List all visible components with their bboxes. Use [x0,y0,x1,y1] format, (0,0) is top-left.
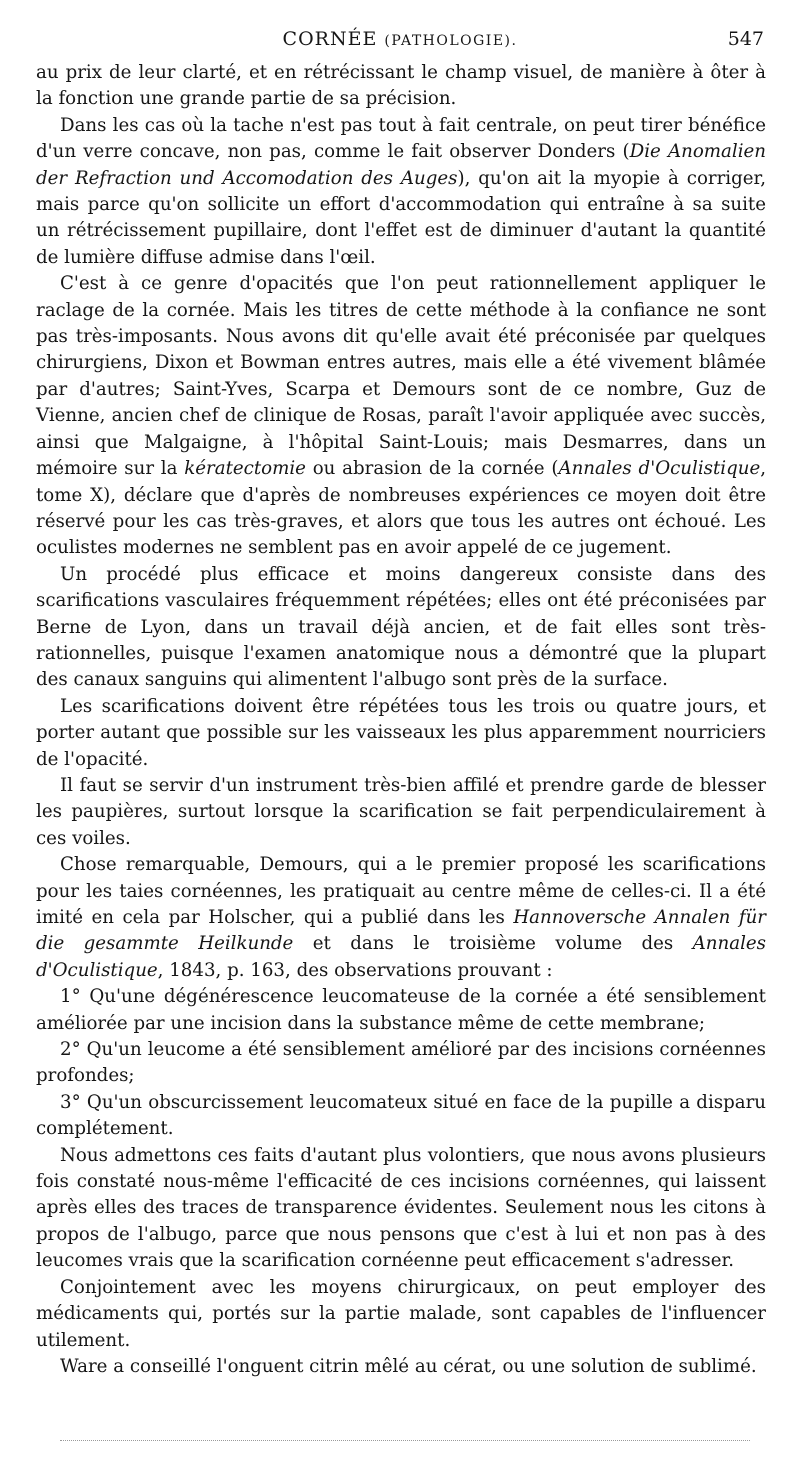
italic-citation: Die Anomalien der Refraction und Accomodation des Auges [36,141,766,189]
list-item [36,1090,766,1143]
text-run: 3° Qu'un obscurcissement leucomateux situé en face de la pupille a disparu complétement. [36,1091,766,1140]
text-run: Ware a conseillé l'onguent citrin mêlé au cérat, ou une solution de sublimé. [60,1355,757,1377]
paragraph [36,852,766,984]
list-item [36,1037,766,1090]
text-run: Conjointement avec les moyens chirurgicaux, on peut employer des médicaments qui, portés sur la partie malade, sont capables de l'influencer utilement. [36,1276,766,1351]
page-number: 547 [727,28,764,50]
italic-citation: Hannoversche Annalen für die gesammte Heilkunde [36,907,766,955]
text-run: 2° Qu'un leucome a été sensiblement amélioré par des incisions cornéennes profondes; [36,1039,766,1087]
paragraph [36,562,766,694]
text-run: ou abrasion de la cornée ( [305,458,559,480]
text-run: , 1843, p. 163, des observations prouvant : [157,959,553,981]
text-run: et dans le troisième volume des [293,933,693,955]
running-subtitle: (PATHOLOGIE). [384,33,518,49]
paragraph [36,271,766,561]
text-run: Nous admettons ces faits d'autant plus volontiers, que nous avons plusieurs fois constaté nous-même l'efficacité de ces incisions cornéennes, qui laissent après elles des traces de transparence évidentes. Seulement nous les citons à propos de l'albugo, parce que nous pensons que c'est à lui et non pas à des leucomes vrais que la scarification cornéenne peut efficacement s'adresser. [36,1144,766,1272]
paragraph [36,773,766,852]
list-item [36,984,766,1037]
text-run: Chose remarquable, Demours, qui a le premier proposé les scarifications pour les taies cornéennes, les pratiquait au centre même de celles-ci. Il a été imité en cela par Holscher, qui a publié dans les [36,854,766,928]
paragraph [36,1275,766,1354]
text-run: Les scarifications doivent être répétées tous les trois ou quatre jours, et porter autant que possible sur les vaisseaux les plus apparemment nourriciers de l'opacité. [36,695,766,770]
page-header [36,24,764,54]
paragraph [36,60,766,113]
running-title: CORNÉE [282,28,378,50]
paragraph [36,694,766,773]
running-head [36,24,764,56]
bottom-rule [60,1440,750,1441]
italic-citation: kératectomie [184,458,306,480]
paragraph [36,1143,766,1275]
text-run: au prix de leur clarté, et en rétrécissant le champ visuel, de manière à ôter à la fonction une grande partie de sa précision. [36,62,766,110]
text-run: Il faut se servir d'un instrument très-bien affilé et prendre garde de blesser les paupières, surtout lorsque la scarification se fait perpendiculairement à ces voiles. [36,774,766,849]
body-text [36,60,766,1380]
italic-citation: Annales d'Oculistique [558,458,761,480]
paragraph [36,113,766,271]
paragraph [36,1354,766,1380]
text-run: , tome X), déclare que d'après de nombreuses expériences ce moyen doit être réservé pour les cas très-graves, et alors que tous les autres ont échoué. Les oculistes modernes ne semblent pas en avoir appelé de ce jugement. [36,458,767,559]
italic-citation: Annales d'Oculistique [36,933,766,981]
text-run: Dans les cas où la tache n'est pas tout à fait centrale, on peut tirer bénéfice d'un verre concave, non pas, comme le fait observer Donders ( [36,114,766,163]
text-run: ), qu'on ait la myopie à corriger, mais parce qu'on sollicite un effort d'accommodation qui entraîne à sa suite un rétrécissement pupillaire, dont l'effet est de diminuer d'autant la quantité de lumière diffuse admise dans l'œil. [36,167,766,268]
text-run: 1° Qu'une dégénérescence leucomateuse de la cornée a été sensiblement améliorée par une incision dans la substance même de cette membrane; [36,986,766,1034]
text-run: C'est à ce genre d'opacités que l'on peut rationnellement appliquer le raclage de la cornée. Mais les titres de cette méthode à la confiance ne sont pas très-imposants. Nous avons dit qu'elle avait été préconisée par quelques chirurgiens, Dixon et Bowman entres autres, mais elle a été vivement blâmée par d'autres; Saint-Yves, Scarpa et Demours sont de ce nombre, Guz de Vienne, ancien chef de clinique de Rosas, paraît l'avoir appliquée avec succès, ainsi que Malgaigne, à l'hôpital Saint-Louis; mais Desmarres, dans un mémoire sur la [36,273,766,480]
text-run: Un procédé plus efficace et moins dangereux consiste dans des scarifications vasculaires fréquemment répétées; elles ont été préconisées par Berne de Lyon, dans un travail déjà ancien, et de fait elles sont très-rationnelles, puisque l'examen anatomique nous a démontré que la plupart des canaux sanguins qui alimentent l'albugo sont près de la surface. [36,563,766,691]
